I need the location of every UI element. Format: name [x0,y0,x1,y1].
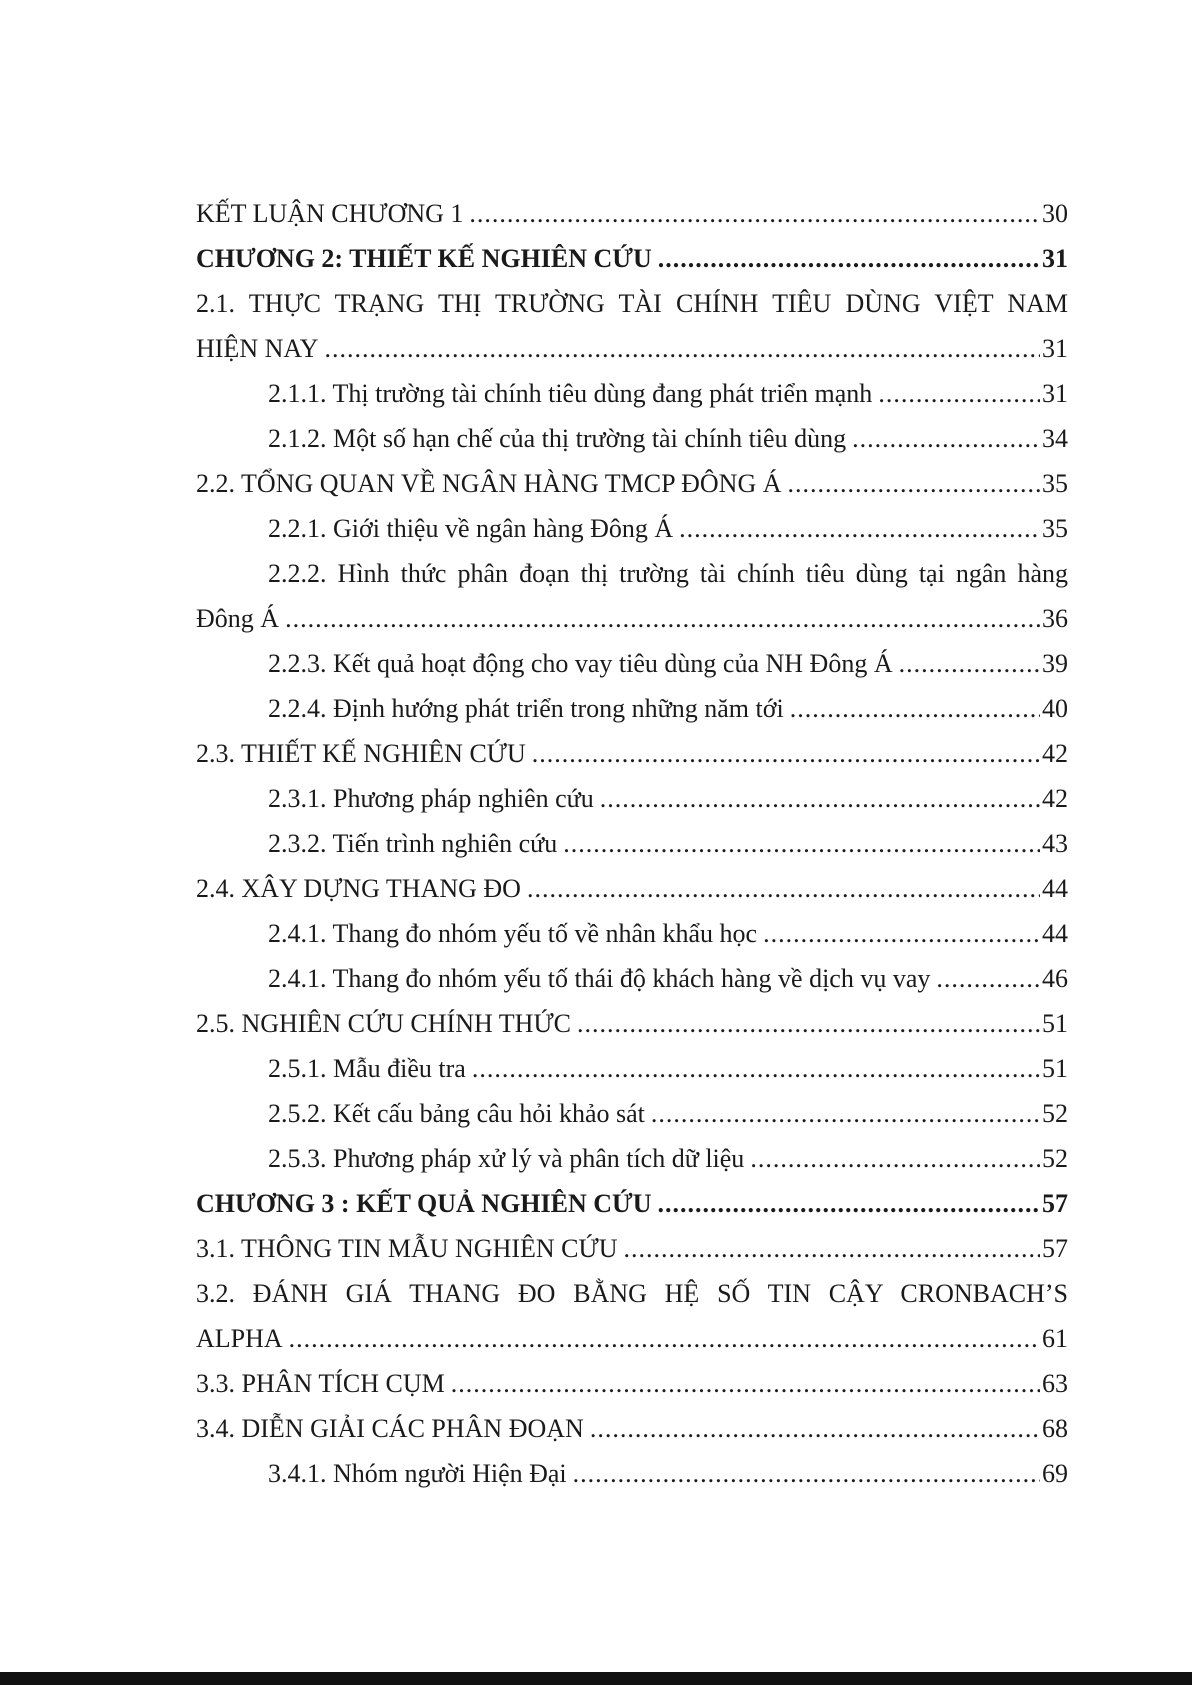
toc-page-number: 42 [1042,739,1068,768]
toc-page-number: 35 [1042,469,1068,498]
toc-chapter-heading [196,1181,1068,1226]
toc-page-number: 51 [1042,1054,1068,1083]
toc-leader-dots [472,1046,1040,1091]
toc-leader-dots [658,236,1040,281]
toc-entry-title: 2.3.1. Phương pháp nghiên cứu [268,784,594,813]
toc-leader-dots [289,1316,1040,1361]
toc-entry-title: 2.1. THỰC TRẠNG THỊ TRƯỜNG TÀI CHÍNH TIÊU DÙNG VIỆT NAM [196,289,1068,318]
toc-leader-dots [878,371,1040,416]
toc-subentry [196,911,1068,956]
toc-page-number: 31 [1042,244,1068,273]
toc-leader-dots [658,1181,1041,1226]
toc-page-number: 51 [1042,1009,1068,1038]
toc-subentry [196,956,1068,1001]
toc-leader-dots [936,956,1040,1001]
toc-subentry [196,371,1068,416]
toc-page-number: 52 [1042,1144,1068,1173]
toc-leader-dots [899,641,1040,686]
toc-entry-title: 2.3.2. Tiến trình nghiên cứu [268,829,558,858]
toc-entry-continuation [196,596,1068,641]
toc-entry-title: 3.3. PHÂN TÍCH CỤM [196,1369,445,1398]
toc-leader-dots [679,506,1040,551]
toc-entry-title: 2.5.1. Mẫu điều tra [268,1054,466,1083]
toc-entry-title: 2.4.1. Thang đo nhóm yếu tố về nhân khẩu học [268,919,758,948]
toc-entry-title: KẾT LUẬN CHƯƠNG 1 [196,199,464,228]
toc-page-number: 40 [1042,694,1068,723]
toc-page-number: 31 [1042,334,1068,363]
toc-leader-dots [790,686,1040,731]
toc-leader-dots [623,1226,1040,1271]
toc-entry-title-cont: HIỆN NAY [196,334,319,363]
toc-subentry [196,776,1068,821]
toc-page-number: 31 [1042,379,1068,408]
toc-entry-continuation [196,326,1068,371]
toc-entry-title: 3.4. DIỄN GIẢI CÁC PHÂN ĐOẠN [196,1414,584,1443]
toc-entry [196,1226,1068,1271]
toc-page-number: 69 [1042,1459,1068,1488]
toc-entry-title: 3.4.1. Nhóm người Hiện Đại [268,1459,567,1488]
toc-page-number: 52 [1042,1099,1068,1128]
toc-leader-dots [325,326,1040,371]
toc-entry [196,1406,1068,1451]
toc-leader-dots [600,776,1040,821]
toc-subentry [196,1136,1068,1181]
toc-subentry [196,1046,1068,1091]
toc-entry-continuation [196,1316,1068,1361]
toc-page-number: 34 [1042,424,1068,453]
toc-page-number: 44 [1042,919,1068,948]
toc-entry-title: 2.1.2. Một số hạn chế của thị trường tài chính tiêu dùng [268,424,847,453]
toc-entry [196,1271,1068,1316]
toc-entry-title: CHƯƠNG 2: THIẾT KẾ NGHIÊN CỨU [196,244,652,273]
toc-page-number: 30 [1042,199,1068,228]
toc-entry-title: 2.4.1. Thang đo nhóm yếu tố thái độ khách hàng về dịch vụ vay [268,964,931,993]
toc-page-number: 42 [1042,784,1068,813]
toc-entry-title-cont: ALPHA [196,1324,283,1353]
page-bottom-border [0,1672,1192,1685]
toc-page-number: 36 [1042,604,1068,633]
toc-leader-dots [527,866,1040,911]
toc-leader-dots [532,731,1040,776]
toc-entry-title: 2.2.1. Giới thiệu về ngân hàng Đông Á [268,514,674,543]
toc-entry-title: CHƯƠNG 3 : KẾT QUẢ NGHIÊN CỨU [196,1189,652,1218]
toc-entry-title: 2.2. TỔNG QUAN VỀ NGÂN HÀNG TMCP ĐÔNG Á [196,469,782,498]
toc-entry [196,281,1068,326]
toc-page-number: 43 [1042,829,1068,858]
toc-entry [196,1361,1068,1406]
toc-subentry [196,686,1068,731]
toc-entry-title: 3.1. THÔNG TIN MẪU NGHIÊN CỨU [196,1234,618,1263]
toc-page-number: 57 [1042,1189,1068,1218]
toc-chapter-heading [196,236,1068,281]
toc-subentry [196,416,1068,461]
toc-entry-title-cont: Đông Á [196,604,280,633]
toc-entry-title: 2.3. THIẾT KẾ NGHIÊN CỨU [196,739,526,768]
toc-page-number: 57 [1042,1234,1068,1263]
toc-leader-dots [563,821,1040,866]
toc-leader-dots [788,461,1041,506]
toc-leader-dots [651,1091,1040,1136]
table-of-contents [196,191,1068,1496]
toc-page-number: 61 [1042,1324,1068,1353]
toc-subentry [196,1091,1068,1136]
toc-page-number: 35 [1042,514,1068,543]
toc-entry-title: 2.5.3. Phương pháp xử lý và phân tích dữ liệu [268,1144,745,1173]
toc-entry-title: 2.2.3. Kết quả hoạt động cho vay tiêu dùng của NH Đông Á [268,649,893,678]
toc-page-number: 46 [1042,964,1068,993]
toc-entry [196,866,1068,911]
toc-leader-dots [451,1361,1040,1406]
toc-entry-title: 2.5.2. Kết cấu bảng câu hỏi khảo sát [268,1099,645,1128]
toc-page-number: 39 [1042,649,1068,678]
toc-leader-dots [285,596,1040,641]
toc-page-number: 63 [1042,1369,1068,1398]
toc-page-number: 44 [1042,874,1068,903]
toc-entry-title: 2.5. NGHIÊN CỨU CHÍNH THỨC [196,1009,571,1038]
toc-leader-dots [750,1136,1040,1181]
toc-leader-dots [852,416,1040,461]
toc-entry-title: 2.2.4. Định hướng phát triển trong những năm tới [268,694,784,723]
toc-entry [196,731,1068,776]
toc-entry-title: 2.4. XÂY DỰNG THANG ĐO [196,874,521,903]
toc-leader-dots [763,911,1040,956]
toc-leader-dots [577,1001,1040,1046]
toc-leader-dots [573,1451,1040,1496]
toc-leader-dots [590,1406,1040,1451]
toc-subentry [196,506,1068,551]
toc-leader-dots [469,191,1040,236]
toc-subentry [196,1451,1068,1496]
toc-entry [196,461,1068,506]
toc-entry-title: 2.1.1. Thị trường tài chính tiêu dùng đang phát triển mạnh [268,379,873,408]
toc-subentry [196,821,1068,866]
toc-page-number: 68 [1042,1414,1068,1443]
toc-entry [196,1001,1068,1046]
toc-entry-title: 2.2.2. Hình thức phân đoạn thị trường tài chính tiêu dùng tại ngân hàng [268,559,1068,588]
toc-subentry [196,641,1068,686]
toc-entry [196,191,1068,236]
toc-entry-title: 3.2. ĐÁNH GIÁ THANG ĐO BẰNG HỆ SỐ TIN CẬY CRONBACH’S [196,1279,1068,1308]
toc-subentry [196,551,1068,596]
